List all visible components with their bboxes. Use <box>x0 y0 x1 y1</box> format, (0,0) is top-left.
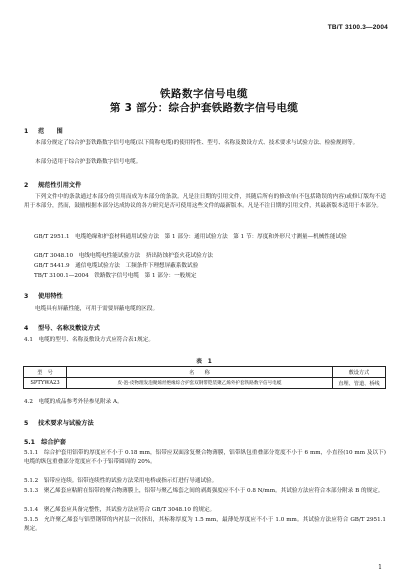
table-cell-model: SPTYWA23 <box>24 378 67 389</box>
section-number: 2 <box>24 182 29 189</box>
section-number: 3 <box>24 293 29 300</box>
clause-4-1: 4.1 电缆的型号、名称及敷设方式应符合表1规定。 <box>24 337 154 343</box>
section-title: 规范性引用文件 <box>38 182 82 189</box>
table-row <box>24 378 386 389</box>
clause-5-1-heading: 5.1 综合护套 <box>24 439 66 446</box>
clause-5-1-1: 5.1.1 综合护套用铝带的厚度应不小于 0.18 mm，铝带应双面涂复聚合物薄膜，铝带纵包重叠部分宽度不小于 6 mm，小直径(10 mm 及以下)电缆的纵包重叠部分宽度应不小于铝带圆周的 20%。 <box>24 450 386 466</box>
section-1-paragraph-2: 本部分适用于综合护套铁路数字信号电缆。 <box>35 159 142 165</box>
section-title: 范 围 <box>38 128 63 135</box>
page-number: 1 <box>378 564 382 571</box>
table-header-row <box>24 367 386 378</box>
reference-item: GB/T 2951.1 电缆绝缘和护套材料通用试验方法 第 1 部分：通用试验方法 第 1 节：厚度和外形尺寸测量—机械性能试验 <box>34 234 347 240</box>
reference-item: TB/T 3100.1—2004 铁路数字信号电缆 第 1 部分：一般规定 <box>34 273 197 279</box>
table-cell-laying: 直埋、管道、桥线 <box>333 378 386 389</box>
reference-item: GB/T 3048.10 电线电缆电性能试验方法 挤出防蚀护套火花试验方法 <box>34 253 213 259</box>
section-number: 1 <box>24 128 29 135</box>
clause-4-2: 4.2 电缆的成品参考外径参见附录 A。 <box>24 399 123 405</box>
section-1-paragraph-1: 本部分规定了综合护套铁路数字信号电缆(以下简称电缆)的使用特性、型号、名称及数设方式、技术要求与试验方法、检验规则等。 <box>35 140 359 146</box>
document-title: 铁路数字信号电缆 <box>160 88 248 100</box>
section-5-heading <box>24 418 94 427</box>
clause-5-1-2: 5.1.2 铝带应连续。铝带连续性的试验方法采用电桥或指示灯进行导通试验。 <box>24 478 218 484</box>
section-1-heading <box>24 126 63 135</box>
clause-5-1-5: 5.1.5 允许聚乙烯套与铝塑钢带的内衬层一次挤出，其标称厚度为 1.5 mm，最薄处厚度应不小于 1.0 mm。其试验方法应符合 GB/T 2951.1 规定。 <box>24 517 386 533</box>
section-2-heading <box>24 180 81 189</box>
section-number: 4 <box>24 325 29 332</box>
section-number: 5 <box>24 420 29 427</box>
section-3-heading <box>24 291 63 300</box>
clause-5-1-4: 5.1.4 聚乙烯套应具备完整性，其试验方法应符合 GB/T 3048.10 的规定。 <box>24 507 216 513</box>
table-caption: 表 1 <box>196 359 212 365</box>
table-header-cell: 名 称 <box>67 367 333 378</box>
document-subtitle: 第 3 部分：综合护套铁路数字信号电缆 <box>109 102 299 114</box>
clause-5-1-3: 5.1.3 聚乙烯套应粘附在铝带的聚合物薄膜上，铝带与聚乙烯套之间的剥离强度应不小于 0.8 N/mm。其试验方法应符合本部分附录 B 的规定。 <box>24 488 384 494</box>
table-header-cell: 敷设方式 <box>333 367 386 378</box>
reference-item: GB/T 5441.9 通信电缆试验方法 工频条件下理想屏蔽系数试验 <box>34 263 199 269</box>
standard-number: TB/T 3100.3—2004 <box>327 24 388 31</box>
table-cell-name: 皮-泡-皮物理发泡聚烯烃绝缘综合护套双钢带铠装聚乙烯外护套铁路数字信号电缆 <box>67 378 333 389</box>
section-title: 使用特性 <box>38 293 63 300</box>
type-table <box>23 366 386 389</box>
table-header-cell: 型 号 <box>24 367 67 378</box>
section-title: 技术要求与试验方法 <box>38 420 94 427</box>
section-2-paragraph-1: 下列文件中的条款通过本部分的引用而成为本部分的条款。凡是注日期的引用文件，其随后所有的修改单(不包括勘误的内容)或修订版均不适用于本部分，然而，鼓励根据本部分达成协议的各方研究是否可使用这些文件的最新版本。凡是不注日期的引用文件，其最新版本适用于本部分。 <box>24 194 386 210</box>
section-4-heading <box>24 323 100 332</box>
section-title: 型号、名称及敷设方式 <box>38 325 100 332</box>
section-3-paragraph-1: 电缆具有屏蔽性能，可用于需要屏蔽电缆的区段。 <box>35 306 159 312</box>
